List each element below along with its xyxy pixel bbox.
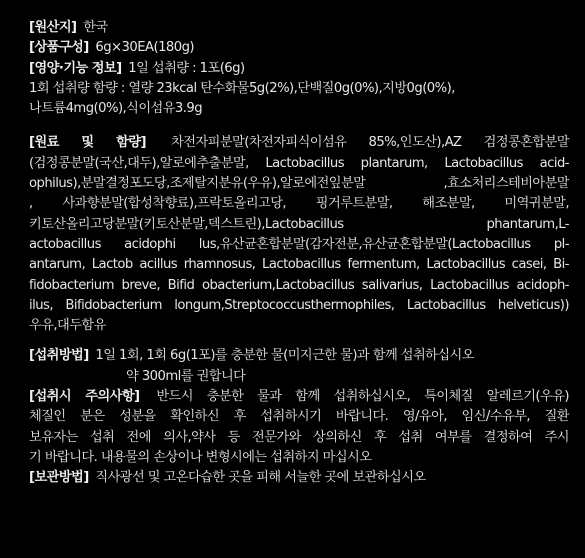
origin-value: 한국 [83, 20, 108, 35]
usage-method-text: 1일 1회, 1회 6g(1포)를 충분한 물(미지근한 물)과 함께 섭취하십시오 [95, 348, 474, 364]
storage-label: [보관방법] [29, 470, 89, 486]
caution-last-line: 기 바랍니다. 내용물의 손상이나 변형시에는 섭취하지 마십시오 [29, 449, 372, 465]
composition-label: [상품구성] [29, 40, 89, 56]
ingredients-first-line: 차전자피분말(차전자피식이섬유 85%,인도산),AZ 검정콩혼합분말 [171, 135, 569, 151]
ingredients-label: [원료 및 함량] [29, 135, 146, 151]
allergen-line: 우유,대두함유 [29, 318, 106, 334]
usage-method-line2: 약 300ml를 권합니다 [126, 368, 246, 384]
ingredients-line: fidobacterium breve, Bifid obacterium,Lactobacillus salivarius, Lactobacillus acidoph- [29, 277, 569, 293]
nutrition-label: [영양·기능 정보] [29, 60, 122, 76]
origin-label: [원산지] [29, 20, 77, 35]
origin-row [29, 18, 569, 38]
composition-row [29, 38, 569, 58]
storage-text: 직사광선 및 고온다습한 곳을 피해 서늘한 곳에 보관하십시오 [95, 470, 426, 486]
caution-line: 체질인 분은 성분을 확인하신 후 섭취하시기 바랍니다. 영/유아, 임신/수유부, 질환 [29, 409, 569, 425]
nutrition-detail-line: 나트륨4mg(0%),식이섬유3.9g [29, 101, 203, 117]
usage-method-row [29, 346, 569, 366]
caution-line: 보유자는 섭취 전에 의사,약사 등 전문가와 상의하신 후 섭취 여부를 결정하여 주시 [29, 429, 569, 445]
ingredients-line: actobacillus acidophi lus,유산균혼합분말(감자전분,유산균혼합분말(Lactobacillus pl- [29, 236, 569, 252]
ingredients-line: (검정콩분말(국산,대두),알로에추출분말, Lactobacillus plantarum, Lactobacillus acid- [29, 155, 569, 171]
ingredients-line: ophilus),분말결정포도당,조제탈지분유(우유),알로에전잎분말 ,효소처리스테비아분말 [29, 176, 569, 192]
composition-value: 6g×30EA(180g) [95, 40, 195, 56]
nutrition-detail-line: 1회 섭취량 함량 : 열량 23kcal 탄수화물5g(2%),단백질0g(0%),지방0g(0%), [29, 80, 455, 96]
nutrition-value: 1일 섭취량 : 1포(6g) [128, 60, 245, 76]
nutrition-row [29, 59, 569, 79]
ingredients-line: , 사과향분말(합성착향료),프락토올리고당, 핑거루트분말, 해조분말, 미역귀분말, [29, 196, 569, 212]
caution-label: [섭취시 주의사항] [29, 389, 140, 405]
storage-row [29, 468, 569, 488]
ingredients-line: ilus, Bifidobacterium longum,Streptococcusthermophiles, Lactobacillus helveticus)) [29, 297, 569, 313]
caution-first-line: 반드시 충분한 물과 함께 섭취하십시오, 특이체질 알레르기(우유) [156, 389, 569, 405]
ingredients-row [29, 133, 569, 153]
product-info-document [29, 18, 569, 489]
caution-row [29, 387, 569, 407]
ingredients-line: 키토산올리고당분말(키토산분말,덱스트린),Lactobacillus phantarum,L- [29, 216, 569, 232]
ingredients-line: antarum, Lactob acillus rhamnosus, Lactobacillus fermentum, Lactobacillus casei, Bi- [29, 257, 569, 273]
usage-method-label: [섭취방법] [29, 348, 89, 364]
